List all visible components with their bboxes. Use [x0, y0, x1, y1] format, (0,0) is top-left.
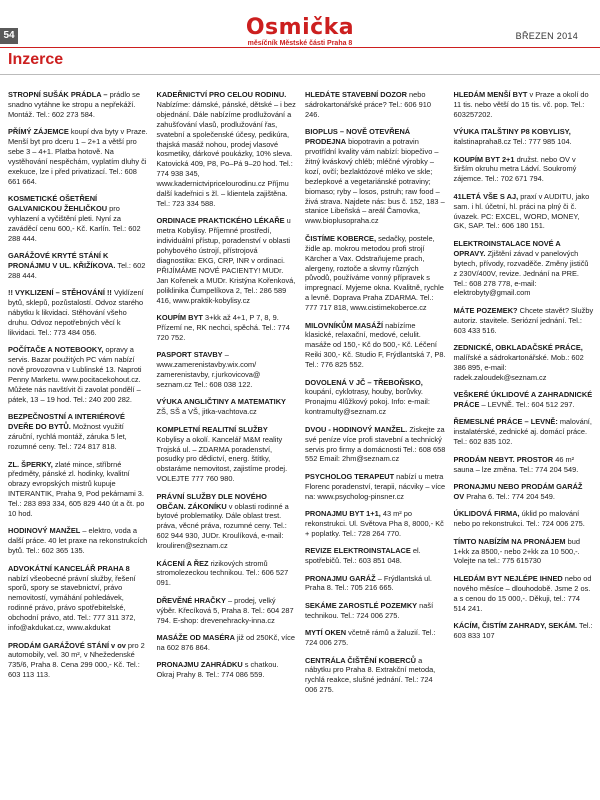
ad-title: HLEDÁM MENŠÍ BYT: [453, 90, 528, 99]
ad-title: DOVOLENÁ V JČ – TŘEBOŇSKO,: [305, 377, 423, 387]
classified-ad: [454, 390, 595, 410]
ad-body: el. spotřebičů. Tel.: 603 851 048.: [305, 546, 421, 566]
ad-body: úklid po malování nebo po rekonstrukci. Tel.: 724 006 275.: [453, 509, 585, 529]
classified-ad: [305, 425, 446, 465]
classified-ad: [454, 155, 595, 185]
ad-body: v Praze a okolí do 11 tis. nebo větší do 15 tis. vč. pop. Tel.: 603257202.: [453, 90, 589, 119]
ad-body: nabízí u metra Florenc poradenství, terapii, nácviky – více na: www.psycholog-pinsner.cz: [305, 471, 446, 501]
ad-title: STROPNÍ SUŠÁK PRÁDLA –: [8, 90, 108, 99]
ad-body: Vyklízení bytů, sklepů, pozůstalostí. Odvoz starého nábytku k likvidaci. Stěhování všeho druhu. Odvoz nepotřebných věcí k likvidaci. Tel.: 773 484 056.: [8, 288, 144, 338]
ad-title: TÍMTO NABÍZÍM NA PRONÁJEM: [453, 536, 566, 546]
ad-title: !! VYKLIZENÍ – STĚHOVÁNÍ !!: [8, 288, 112, 298]
ad-title: KOMPLETNÍ REALITNÍ SLUŽBY: [156, 424, 268, 434]
ad-body: sedačky, postele, židle ap. mokrou metodou profi strojí Kärcher a Vax. Odstraňujeme prach, alergeny, roztoče a skvrny různých původů, používáme vonný přípravek s impregnací. Myjeme okna. Kvalitně, rychle a levně. Doprava Praha ZDARMA. Tel.: 777 717 818, www.cistimekoberce.cz: [305, 233, 444, 313]
ad-title: ZEDNICKÉ, OBKLADAČSKÉ PRÁCE,: [453, 343, 583, 353]
classified-ad: [454, 417, 595, 447]
classified-ad: [454, 574, 595, 614]
ad-title: ELEKTROINSTALACE NOVÉ A OPRAVY.: [453, 238, 561, 258]
classified-ad: [8, 526, 149, 556]
classified-ad: [454, 621, 595, 641]
ad-title: ZL. ŠPERKY,: [8, 459, 53, 469]
ad-body: prádlo se snadno vytáhne ke stropu a nepřekáží. Montáž. Tel.: 602 273 584.: [8, 90, 140, 119]
ad-body: již od 250Kč, více na 602 876 864.: [156, 633, 295, 652]
ad-title: PRODÁM NEBYT. PROSTOR: [453, 454, 554, 464]
masthead: [0, 17, 600, 47]
ad-title: KÁCENÍ A ŘEZ: [156, 558, 209, 568]
ad-title: MYTÍ OKEN: [305, 628, 347, 638]
ad-body: nebo sádrokartonářské práce? Tel.: 606 910 246.: [305, 90, 431, 119]
header-divider: [0, 47, 600, 48]
ad-body: včetně rámů a žaluzií. Tel.: 724 006 275.: [305, 628, 436, 648]
ad-body: pro vyhlazení a vyčištění pleti. Nyní za zaváděcí cenu 600,- Kč. Karlín. Tel.: 602 288 444.: [8, 204, 141, 243]
ad-title: PRONAJMU ZAHRÁDKU: [156, 660, 243, 670]
section-title: Inzerce: [8, 51, 64, 68]
classified-ad: [157, 425, 298, 484]
ad-body: družst. nebo OV v širším okruhu metra Ládví. Soukromý zájemce. Tel.: 702 671 794.: [453, 154, 577, 184]
classified-ad: [454, 343, 595, 383]
ad-title: HLEDÁM BYT NEJLÉPE IHNED: [453, 573, 563, 583]
ad-body: malířské a sádrokartonářské. Mob.: 602 386 895, e-mail: radek.zaloudek@seznam.cz: [453, 352, 584, 382]
ad-title: MÁTE POZEMEK?: [453, 305, 518, 315]
classified-ad: [157, 397, 298, 417]
ad-title: PŘÍMÝ ZÁJEMCE: [8, 127, 69, 137]
ad-body: italstinapraha8.cz Tel.: 777 985 104.: [453, 137, 572, 147]
classified-ad: [305, 234, 446, 313]
ad-body: Zjištění závad v panelových bytech, přívody, rozvaděče. Změny jističů z 230V/400V, revize. Jednání na PRE. Tel.: 608 278 778, e-mail: elektrobyty@gmail.com: [453, 248, 589, 298]
ad-body: zlaté mince, stříbrné předměty, pánské zl. hodinky, kvalitní obrazy evropských mistrů kupuje INTERANTIK, Praha 9, Pod pekárnami 3. Tel.: 283 893 334, 605 829 440 út a čt. po 10 hod.: [8, 459, 145, 519]
ad-column-4: [454, 90, 595, 795]
page-number: 54: [0, 28, 18, 44]
classified-ad: [305, 127, 446, 226]
classified-ad: [8, 90, 149, 120]
ad-title: HODINOVÝ MANŽEL: [8, 526, 81, 536]
ad-body: nebo od nového měsíce – dlouhodobě. Jsme 2 os. a s cenou do 15 000,-. Děkuji, tel.: 774 514 241.: [453, 573, 592, 613]
classified-ad: [305, 656, 446, 696]
classified-ad: [305, 546, 446, 566]
ad-title: DŘEVĚNÉ HRAČKY: [156, 595, 226, 605]
classified-ad: [454, 509, 595, 529]
classified-ad: [8, 251, 149, 281]
ad-body: opravy a servis. Bazar použitých PC vám nabízí nově provozovna v Lublinské 13. Naproti Penny Marketu. www.pocitacekohout.cz. Můžete nás navštívit či zavolat pondělí – pátek, 13 – 19 hod. Tel.: 240 200 282.: [8, 345, 142, 404]
classified-ad: [305, 90, 446, 120]
ad-body: malování, instalatérské, zednické aj. domácí práce. Tel.: 602 835 102.: [453, 417, 592, 447]
ad-column-1: [8, 90, 149, 795]
magazine-logo: Osmička: [245, 15, 355, 40]
ad-body: 43 m² po rekonstrukci. Ul. Světova Pha 8, 8000,- Kč + poplatky. Tel.: 728 264 770.: [305, 509, 444, 538]
ad-column-2: [157, 90, 298, 795]
ad-title: PRODÁM GARÁŽOVÉ STÁNÍ v ov: [8, 640, 126, 650]
ad-body: – www.zamerenistavby.wix.com/ zamerenistavby, r.jurkovicova@ seznam.cz Tel.: 608 038 122.: [156, 350, 261, 389]
ad-title: KOUPÍM BYT 2+1: [453, 154, 515, 164]
classified-ad: [8, 194, 149, 244]
classified-ad: [8, 460, 149, 519]
ad-body: – prodej, velký výběr. Křecíková 5, Praha 8. Tel.: 604 287 794. E-shop: drevenehracky-inna.cz: [156, 595, 294, 625]
classified-ad: [157, 216, 298, 305]
ad-body: pro 2 automobily, vel. 30 m², v Nhežedenské 735/6, Praha 8. Cena 299 000,- Kč. Tel.: 603 113 113.: [8, 640, 145, 680]
ad-body: Tel.: 602 288 444.: [8, 261, 146, 280]
ad-body: praxí v AUDITU, jako sam. i hl. účetní, hl. práci na plný či č. úvazek. PC: EXCEL, WORD, MONEY, GK, SAP. Tel.: 606 180 151.: [453, 191, 590, 231]
ad-title: CENTRÁLA ČIŠTĚNÍ KOBERCŮ: [305, 655, 416, 665]
ads-columns: [8, 90, 594, 795]
ad-title: VÝUKA ITALŠTINY P8 KOBYLISY,: [453, 127, 571, 137]
ad-body: Praha 6. Tel.: 774 204 549.: [466, 491, 555, 501]
classified-ad: [305, 509, 446, 539]
ad-body: koupání, cyklotrasy, houby, borůvky. Pronajmu 4lůžkový pokoj. Info: e-mail: kontramulty@seznam.cz: [305, 387, 430, 417]
classified-ad: [157, 633, 298, 653]
classified-ad: [157, 90, 298, 209]
classified-ad: [454, 455, 595, 475]
ad-body: Ziskejte za své peníze více profi stavební a technický servis pro firmy a domácnosti Tel.: 608 658 552 Email: 2hm@seznam.cz: [305, 424, 446, 464]
ad-title: ÚKLIDOVÁ FIRMA,: [453, 509, 520, 519]
classified-ad: [305, 574, 446, 594]
ad-title: KÁCÍM, ČISTÍM ZAHRADY, SEKÁM.: [453, 620, 578, 630]
ad-title: PRONAJMU GARÁŽ: [305, 573, 376, 583]
section-divider: [0, 74, 600, 75]
ad-title: BEZPEČNOSTNÍ A INTERIÉROVÉ DVEŘE DO BYTŮ.: [8, 412, 125, 432]
ad-body: nabízí všeobecné právní služby, řešení sporů, spory se stavebnictví, právo nemovitostí, vymáhání pohledávek, rodinné právo, právo spotřebitelské, obchodní právo, atd. Tel.: 777 311 372, info@akdukat.cz, www.akdukat: [8, 573, 136, 633]
ad-body: koupí dva byty v Praze. Menší byt pro dceru 1 – 2+1 a větší pro sebe 3 – 4+1. Platba hotově. Na vystěhování nespěchám, vyplatím dluhy či exekuce, lze i před privatizací. Tel.: 608 661 664.: [8, 127, 148, 186]
ad-title: ŘEMESLNÉ PRÁCE – LEVNĚ:: [453, 417, 558, 427]
ad-title: DVOU - HODINOVÝ MANŽEL.: [305, 424, 408, 434]
ad-body: Tel.: 603 833 107: [453, 620, 593, 640]
ad-title: ADVOKÁTNÍ KANCELÁŘ PRAHA 8: [8, 563, 130, 573]
ad-title: VÝUKA ANGLIČTINY A MATEMATIKY: [156, 397, 286, 407]
classified-ad: [454, 239, 595, 298]
magazine-subtitle: měsíčník Městské části Praha 8: [247, 40, 353, 47]
classified-ad: [454, 192, 595, 232]
ad-title: PRONAJMU NEBO PRODÁM GARÁŽ OV: [453, 482, 583, 501]
ad-body: nabízíme klasické, relaxační, medové, celulit. masáže od 150,- Kč do 500,- Kč. Léčení Reiki 300,- Kč. Studio F, Frýdlantská 7, P8. Tel.: 776 825 552.: [305, 320, 446, 370]
ad-title: MILOVNÍKŮM MASÁŽÍ: [305, 320, 384, 330]
ad-body: biopotravin a potravin prvotřídní kvality vám nabízí: biopečivo – žitný kváskový chléb; mléčné výrobky – kozí, ovčí; bezlaktózové mléko ve skle; bezlepkové a vegetariánské potraviny; biomaso; ryby – losos, pstruh; raw food – živá strava. Najdete nás: bus č. 152, 183 – stanice Libeňská – areál Čamovka, www.bioplusopraha.cz: [305, 137, 445, 226]
classified-ad: [157, 313, 298, 343]
ad-title: BIOPLUS – NOVĚ OTEVŘENÁ PRODEJNA: [305, 127, 411, 147]
classified-ad: [305, 472, 446, 502]
ad-body: u metra Kobylisy. Příjemné prostředí, individuální přístup, poradenství v oblasti pohybového ústrojí, přístrojová diagnostika: EKG, CRP, INR v ordinaci. PŘIJÍMÁME NOVÉ PACIENTY! MUDr. Jan Kořenek a MUDr. Kristýna Kořenková, poliklinika Čumpelíkova 2, Tel.: 286 589 416, www.praktik-kobylisy.cz: [156, 216, 296, 305]
ad-body: a nábytku pro Praha 8. Extrakční metoda, rychlá reakce, slušné jednání. Tel.: 724 006 275.: [305, 655, 436, 695]
ad-body: ZŠ, SŠ a VŠ, jitka-vachtova.cz: [156, 407, 257, 417]
classified-ad: [8, 345, 149, 404]
ad-title: REVIZE ELEKTROINSTALACE: [305, 546, 411, 556]
ad-body: naší technikou. Tel.: 724 006 275.: [305, 600, 434, 620]
ad-title: PRÁVNÍ SLUŽBY DLE NOVÉHO OBČAN. ZÁKONÍKU: [156, 491, 267, 511]
classified-ad: [305, 321, 446, 371]
classified-ad: [305, 628, 446, 648]
classified-ad: [454, 482, 595, 502]
ad-column-3: [305, 90, 446, 795]
ad-title: ORDINACE PRAKTICKÉHO LÉKAŘE: [156, 216, 285, 226]
ad-title: POČÍTAČE A NOTEBOOKY,: [8, 345, 104, 355]
classified-ad: [8, 127, 149, 186]
ad-body: – elektro, voda a další práce. 40 let praxe na rekonstrukcích bytů. Tel.: 602 365 135.: [8, 526, 148, 556]
classified-ad: [157, 492, 298, 551]
ad-body: – LEVNĚ. Tel.: 604 512 297.: [481, 400, 575, 410]
ad-title: 41LETÁ VŠE S AJ,: [453, 191, 519, 201]
ad-body: Kobylisy a okolí. Kancelář M&M reality Trojská ul. – ZDARMA poradenství, posudky pro dědictví, energ. štítky, obstaráme nemovitost, zajistíme prodej. VOLEJTE 777 760 980.: [156, 434, 288, 484]
ad-title: PASPORT STAVBY: [156, 350, 223, 360]
classified-ad: [157, 596, 298, 626]
ad-body: Chcete stavět? Služby autoriz. stavitele. Seriózní jednání. Tel.: 603 433 516.: [453, 305, 594, 335]
classified-ad: [454, 127, 595, 147]
ad-title: PRONAJMU BYT 1+1,: [305, 509, 381, 519]
ad-title: GARÁŽOVÉ KRYTÉ STÁNÍ K PRONÁJMU V UL. KŘIŽÍKOVA.: [8, 251, 116, 271]
ad-title: MASÁŽE OD MASÉRA: [156, 633, 235, 642]
classified-ad: [8, 412, 149, 452]
classified-ad: [305, 378, 446, 418]
ad-body: Možnost využití záruční, rychlá montáž, záruka 5 let, rozumné ceny. Tel.: 724 817 818.: [8, 422, 127, 452]
ad-body: – Frýdlantská ul. Praha 8. Tel.: 705 216 665.: [305, 573, 432, 593]
issue-date: BŘEZEN 2014: [515, 31, 578, 41]
classified-ad: [454, 90, 595, 120]
ad-body: rizikových stromů stromolezeckou technikou. Tel.: 606 527 091.: [156, 558, 289, 588]
classified-ad: [8, 641, 149, 681]
ad-body: 3+kk až 4+1, P 7, 8, 9. Přízemí ne, RK nechci, spěchá. Tel.: 774 720 752.: [156, 313, 290, 342]
classified-ad: [157, 350, 298, 390]
ad-title: KADEŘNICTVÍ PRO CELOU RODINU.: [156, 90, 287, 99]
ad-body: Nabízíme: dámské, pánské, dětské – i bez objednání. Dále nabízíme prodlužování a zahušťování vlasů, prodlužování řas, svatební a společenské účesy, pedikúra, thajská masáž nohou, prodej vlasové kosmetiky, dárkové poukázky, 10% sleva. Katovická 409, P8, Po–Pá 9–20 hod. Tel.: 774 938 345, www.kadernictvipricelourodinu.cz Příjmu další kadeřnici s žl. – klientela zajištěna. Tel.: 723 334 588.: [156, 99, 296, 208]
ad-body: bud 1+kk za 8500,- nebo 2+kk za 10 500,-. Volejte na tel.: 775 615730: [453, 536, 580, 566]
ad-title: ČISTÍME KOBERCE,: [305, 233, 377, 243]
ad-title: SEKÁME ZAROSTLÉ POZEMKY: [305, 600, 418, 610]
classified-ad: [8, 288, 149, 338]
ad-title: KOSMETICKÉ OŠETŘENÍ GALVANICKOU ŽEHLIČKOU: [8, 194, 108, 214]
ad-title: KOUPÍM BYT: [156, 313, 203, 323]
classified-ad: [305, 601, 446, 621]
ad-title: VEŠKERÉ ÚKLIDOVÉ A ZAHRADNICKÉ PRÁCE: [453, 390, 593, 410]
ad-title: HLEDÁTE STAVEBNÍ DOZOR: [305, 90, 407, 99]
classified-ad: [157, 660, 298, 680]
ad-body: v oblasti rodinné a bytové problematiky. Dále oblast trest. práva, věcné práva, rozumné ceny. Tel.: 602 944 930, JUDr. Kroulíková, e-mail: krouliren@seznam.cz: [156, 501, 289, 551]
classified-ad: [157, 559, 298, 589]
classified-ad: [454, 537, 595, 567]
ad-body: 46 m² sauna – lze změna. Tel.: 774 204 549.: [453, 454, 579, 474]
ad-title: PSYCHOLOG TERAPEUT: [305, 471, 395, 481]
ad-body: s chatkou. Okraj Prahy 8. Tel.: 774 086 559.: [156, 660, 279, 680]
classified-ad: [8, 564, 149, 633]
classified-ad: [454, 306, 595, 336]
